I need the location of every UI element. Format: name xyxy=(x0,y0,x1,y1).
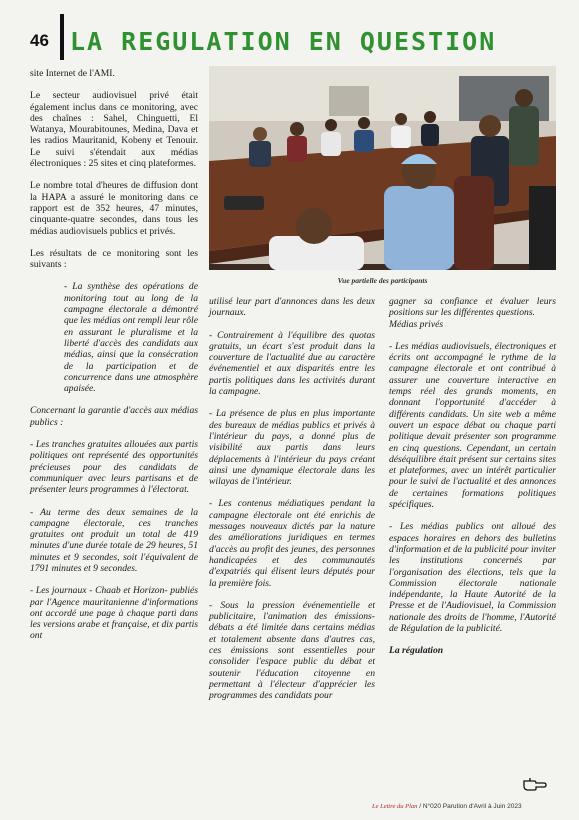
bullet-paragraph: - La présence de plus en plus importante des bureaux de médias publics et privés à l'intérieur du pays, a donné plus de visibilité aux partis dans leurs déplacements à l'intérieur du pays créant ainsi une dynamique électorale dans les wilayas de l'intérieur. xyxy=(209,408,375,488)
bullet-paragraph: - Les tranches gratuites allouées aux partis politiques ont représenté des opportunités précieuses pour des candidats de communiquer avec leurs partisans et de présenter leurs programmes à l'électorat. xyxy=(30,439,198,496)
bullet-paragraph: - Contrairement à l'équilibre des quotas gratuits, un écart s'est produit dans la couverture de l'actualité due au caractère événementiel et aux disparités entre les partis politiques dans les activités durant la campagne. xyxy=(209,329,375,398)
paragraph: Les résultats de ce monitoring sont les suivants : xyxy=(30,247,198,271)
column-1 xyxy=(30,68,198,653)
issue-info: / N°020 Parution d'Avril à Juin 2023 xyxy=(419,803,522,810)
page-footer xyxy=(372,803,522,810)
photo-caption: Vue partielle des participants xyxy=(337,276,428,285)
section-heading-regulation: La régulation xyxy=(389,645,444,657)
pointing-hand-icon xyxy=(522,775,548,791)
bullet-paragraph: - Au terme des deux semaines de la campagne électorale, ces tranches gratuites ont produit un total de 419 minutes d'une durée totale de 29 heures, 51 minutes et 9 secondes, soit l'équivalent de 1791 minutes et 9 secondes. xyxy=(30,506,198,574)
participants-photo xyxy=(209,66,556,270)
page-title: LA REGULATION EN QUESTION xyxy=(70,27,497,56)
bullet-paragraph: - Les médias audiovisuels, électroniques et écrits ont accompagné le rythme de la campagne électorale et ont contribué à assurer une couverture interactive en temps réel des grands moments, en donnant l'opportunité d'accéder à différents candidats. Un site web a même ouvert un espace débat ou chaque parti politique devait présenter son programme en cinq questions. Cependant, un certain déséquilibre était présent sur certains sites et plateformes, avec un intérêt particulier pour le suivi de l'actualité et des annonces de certaines formations politiques spécifiques. xyxy=(389,340,556,511)
bullet-paragraph: - Sous la pression événementielle et publicitaire, l'animation des émissions- débats a été limitée dans certains médias et totalement absente dans d'autres cas, ces émissions sont essentielles pour consolider l'espace public du débat et soutenir l'éducation citoyenne en permettant à l'électeur d'apprécier les programmes des candidats pour xyxy=(209,599,375,702)
header-divider xyxy=(60,14,64,60)
bullet-paragraph: - Les journaux - Chaab et Horizon- publiés par l'Agence mauritanienne d'informations ont accordé une page à chaque parti dans les versions arabe et française, et dix partis ont xyxy=(30,585,198,642)
section-heading-private-media: Médias privés xyxy=(389,318,444,330)
page-number: 46 xyxy=(30,31,49,50)
meeting-room-illustration xyxy=(209,66,556,270)
paragraph: Le secteur audiovisuel privé était également inclus dans ce monitoring, avec des chaînes : Sahel, Chinguetti, El Watanya, Mourabitounes, Medina, Dava et les radios Mauritanid, Kobeny et Tenouir. Le suivi s'étendait aux médias électroniques : 25 sites et cinq plateformes. xyxy=(30,90,198,170)
bullet-paragraph: - Les médias publics ont alloué des espaces horaires en dehors des bulletins d'information et de la publicité pour inviter les institutions concernés par l'organisation des élections, tels que la Commission électorale nationale indépendante, la Haute Autorité de la Presse et de l'Audiovisuel, la Commission nationale des droits de l'homme, l'Autorité de Régulation de la publicité. xyxy=(389,521,556,635)
column-3 xyxy=(389,296,556,668)
paragraph: Concernant la garantie d'accès aux médias publics : xyxy=(30,405,198,428)
paragraph: gagner sa confiance et évaluer leurs positions sur les différentes questions. xyxy=(389,296,556,319)
column-2 xyxy=(209,296,375,713)
page-header xyxy=(0,0,579,64)
bullet-paragraph: - La synthèse des opérations de monitoring tout au long de la campagne électorale a démontré que les médias ont rempli leur rôle en assurant le pluralisme et la liberté d'accès des candidats aux médias, ainsi que la consécration de la participation et de concurrence dans une atmosphère apaisée. xyxy=(64,281,198,395)
bullet-paragraph: - Les contenus médiatiques pendant la campagne électorale ont été enrichis de messages nouveaux dictés par la nature des améliorations juridiques en termes d'accès au profit des jeunes, des personnes handicapées et des communautés d'expatriés qui élisent leurs députés pour la première fois. xyxy=(209,498,375,589)
paragraph: utilisé leur part d'annonces dans les deux journaux. xyxy=(209,296,375,319)
paragraph: site Internet de l'AMI. xyxy=(30,68,115,79)
paragraph: Le nombre total d'heures de diffusion dont la HAPA a assuré le monitoring dans ce rapport est de 352 heures, 47 minutes, cinquante-quatre secondes, dans tous les médias audiovisuels publics et privés. xyxy=(30,180,198,237)
magazine-name: Le Lettre du Plan xyxy=(372,803,418,810)
